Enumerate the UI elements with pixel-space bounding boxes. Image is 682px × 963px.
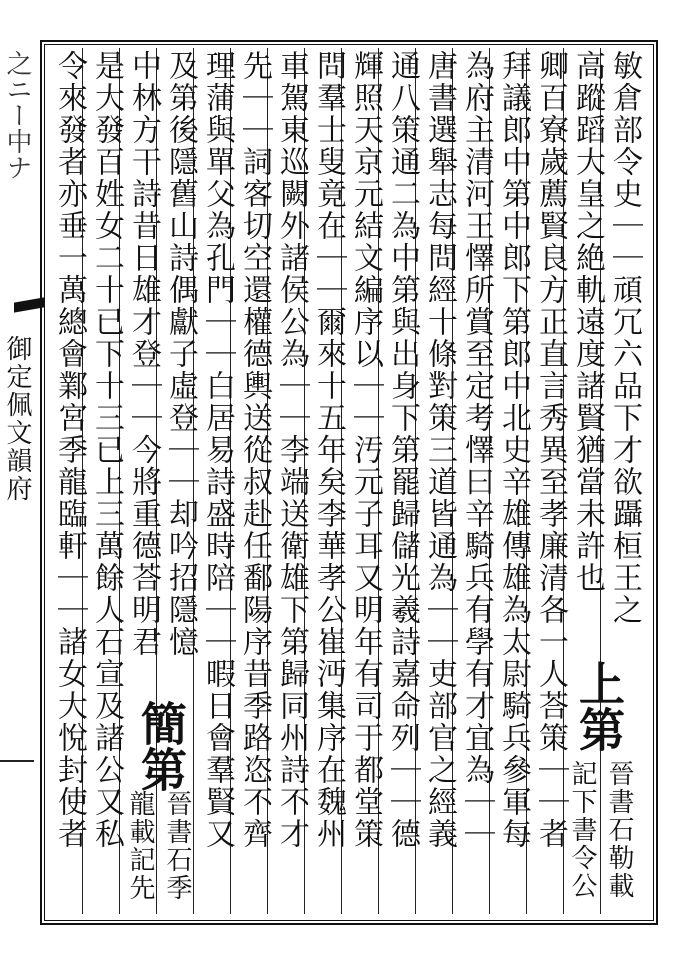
- page-margin: [0, 0, 38, 963]
- text-column-16: 令來發者亦垂一萬總會鄴宮季龍臨軒｜｜諸女大悅封使者: [52, 50, 87, 850]
- margin-line-mark: [0, 760, 34, 762]
- text-column-3: 卿百寮歲薦賢良方正直言秀異至孝廉清各一人荅策｜｜者: [533, 50, 568, 850]
- text-column-15: 是大發百姓女二十已下十三已上三萬餘人石宣及諸公又私: [89, 50, 124, 850]
- text-column-8: 輝照天京元結文編序以｜｜汚元子耳又明年有司于都堂策: [348, 50, 383, 850]
- headword-note: 龍載記先: [125, 790, 155, 902]
- text-column-4: 拜議郎中第中郎下第郎中北史辛雄傳雄為太尉騎兵參軍每: [496, 50, 531, 850]
- text-column-1: 敏倉部令史｜｜頑冗六品下才欲躡桓王之: [607, 50, 642, 626]
- text-column-9: 問羣士叟竟在｜｜爾來十五年矣李華孝公崔沔集序在魏州: [311, 50, 346, 850]
- text-column-10: 車駕東巡闕外諸侯公為｜｜李端送衛雄下第歸同州詩不才: [274, 50, 309, 850]
- headword-jiandi: 簡第: [134, 700, 188, 792]
- margin-book-title: 御定佩文韻府: [2, 335, 32, 503]
- headword-note: 晉書石勒載: [604, 760, 634, 900]
- text-column-12: 理蒲與單父為孔門｜｜白居易詩盛時陪｜｜暇日會羣賢又: [200, 50, 235, 850]
- text-column-11: 先｜｜詞客切空還權德輿送從叔赴任鄱陽序昔季路恣不齊: [237, 50, 272, 850]
- text-column-13: 及第後隱舊山詩偶獻子虛登｜｜却吟招隱憶: [163, 50, 198, 658]
- text-column-7: 通八策通二為中第與出身下第罷歸儲光羲詩嘉命列｜｜德: [385, 50, 420, 850]
- text-column-6: 唐書選舉志每問經十條對策三道皆通為｜｜吏部官之經義: [422, 50, 457, 850]
- margin-fragment-text: 之ニー中ナ: [2, 50, 32, 180]
- text-column-2: 高蹤蹈大皇之絶軌遠度諸賢猶當未許也: [570, 50, 605, 594]
- headword-note: 記下書令公: [567, 760, 597, 900]
- headword-shangdi: 上第: [572, 660, 626, 752]
- text-column-5: 為府主清河王懌所賞至定考懌曰辛騎兵有學有才宜為｜｜: [459, 50, 494, 850]
- text-column-14: 中林方干詩昔日雄才登｜｜今將重德荅明君: [126, 50, 161, 658]
- headword-note: 晉書石季: [162, 790, 192, 902]
